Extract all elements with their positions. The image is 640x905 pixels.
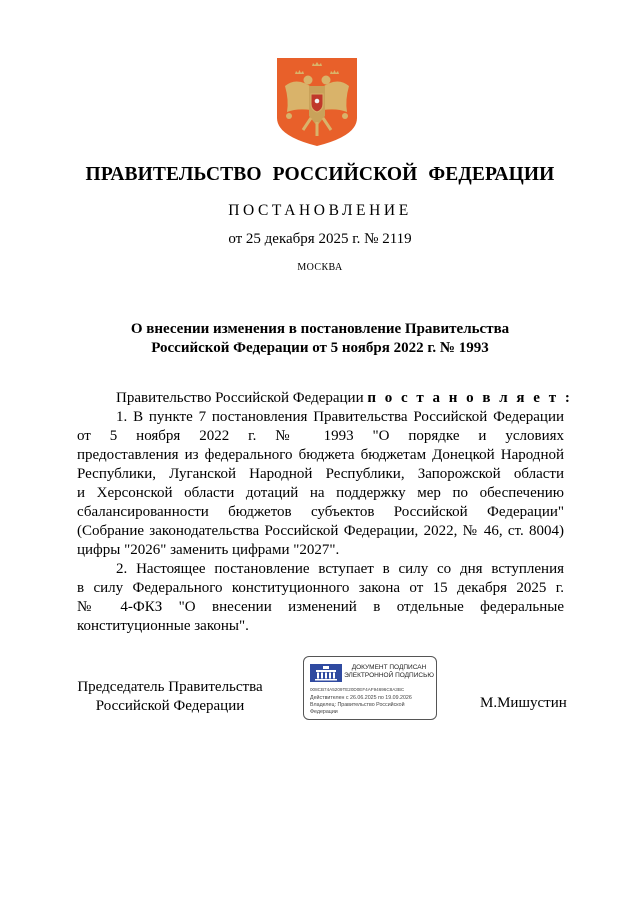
- body-line: сбалансированности бюджетов субъектов Российской Федерации": [77, 504, 564, 520]
- body-line: цифры "2026" заменить цифрами "2027".: [77, 542, 340, 558]
- document-type: ПОСТАНОВЛЕНИЕ: [228, 202, 412, 219]
- body-line: (Собрание законодательства Российской Федерации, 2022, № 46, ст. 8004): [77, 523, 564, 539]
- document-city: МОСКВА: [297, 262, 343, 273]
- signatory-position: [70, 678, 270, 716]
- subject-line: О внесении изменения в постановление Правительства: [130, 321, 510, 337]
- position-line: Председатель Правительства: [77, 679, 263, 695]
- stamp-title-line: ДОКУМЕНТ ПОДПИСАН: [351, 664, 427, 671]
- government-building-icon: [310, 664, 342, 682]
- certificate-validity: Действителен с 26.06.2025 по 19.09.2026: [310, 695, 412, 701]
- government-title: ПРАВИТЕЛЬСТВО РОССИЙСКОЙ ФЕДЕРАЦИИ: [85, 164, 555, 185]
- electronic-signature-stamp: [303, 656, 437, 720]
- body-line: 2. Настоящее постановление вступает в силу со дня вступления: [116, 561, 564, 577]
- body-line: [116, 389, 572, 408]
- owner-line: Владелец: Правительство Российской: [310, 702, 405, 708]
- body-line: № 4-ФКЗ "О внесении изменений в отдельные федеральные: [77, 599, 564, 615]
- preamble-text: Правительство Российской Федерации: [116, 390, 364, 406]
- body-line: в силу Федерального конституционного закона от 15 декабря 2025 г.: [77, 580, 564, 596]
- signatory-name: М.Мишустин: [480, 695, 567, 711]
- stamp-title-line: ЭЛЕКТРОННОЙ ПОДПИСЬЮ: [344, 672, 434, 679]
- document-date-number: от 25 декабря 2025 г. № 2119: [228, 231, 412, 247]
- stamp-title: [342, 664, 436, 680]
- body-line: Республики, Луганской Народной Республики, Запорожской области: [77, 466, 564, 482]
- body-line: 1. В пункте 7 постановления Правительства Российской Федерации: [116, 409, 564, 425]
- resolves-word: п о с т а н о в л я е т :: [367, 390, 573, 406]
- body-line: конституционные законы".: [77, 618, 249, 634]
- certificate-serial: 008CB74A5209TE20D0EF4AF94696C8A3BC: [310, 687, 405, 692]
- position-line: Российской Федерации: [95, 698, 245, 714]
- body-line: предоставления из федерального бюджета бюджетам Донецкой Народной: [77, 447, 564, 463]
- document-subject: [0, 320, 640, 358]
- russian-coat-of-arms-icon: [275, 56, 359, 148]
- body-line: и Херсонской области дотаций на поддержку мер по обеспечению: [77, 485, 564, 501]
- subject-line: Российской Федерации от 5 ноября 2022 г. № 1993: [151, 340, 489, 356]
- body-line: от 5 ноября 2022 г. № 1993 "О порядке и условиях: [77, 428, 564, 444]
- owner-line: Федерации: [310, 709, 338, 715]
- certificate-owner: [310, 702, 434, 716]
